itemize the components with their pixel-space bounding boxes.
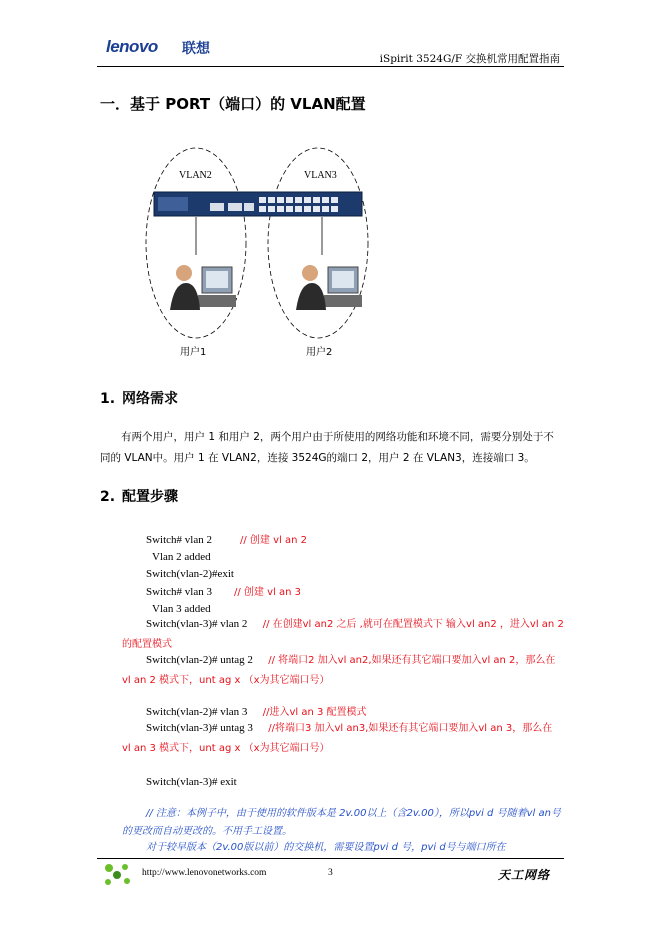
command-block: Switch(vlan-3)# vlan 2 // 在创建vl an2 之后 ,就可在配置模式下 输入vl an2 ，进入vl an 2的配置模式	[122, 618, 564, 650]
user1-label: 用户1	[180, 347, 207, 358]
command-block: Switch(vlan-3)# untag 3 //将端口3 加入vl an3,如果还有其它端口要加入vl an 3，那么在 vl an 3 模式下，unt ag x （x为其它端口号）	[122, 722, 553, 754]
requirements-paragraph: 有两个用户，用户 1 和用户 2，两个用户由于所使用的网络功能和环境不同，需要分别处于不同的 VLAN中。用户 1 在 VLAN2，连接 3524G的端口 2，用户 2 在 VLAN3，连接端口 3。	[100, 431, 554, 464]
footer-rule	[97, 858, 564, 859]
section-title: 一．基于 PORT（端口）的 VLAN配置	[100, 95, 366, 113]
command-block: Switch(vlan-2)# untag 2 // 将端口2 加入vl an2,如果还有其它端口要加入vl an 2，那么在 vl an 2 模式下，unt ag x （x为其它端口号）	[122, 654, 556, 686]
switch-icon	[154, 192, 362, 216]
command-line: Switch# vlan 2 // 创建 vl an 2	[146, 534, 307, 546]
user2-label: 用户2	[306, 347, 333, 358]
vlan-diagram	[140, 145, 380, 367]
user-computer-icon-left	[170, 265, 236, 310]
user-computer-icon-right	[296, 265, 362, 310]
header-rule	[97, 66, 564, 67]
requirements-heading: 1. 网络需求	[100, 391, 178, 407]
command-line: Switch(vlan-3)# exit	[146, 776, 237, 788]
network-logo-icon	[103, 862, 133, 886]
note-paragraph: // 注意：本例子中，由于使用的软件版本是 2v.00以上（含2v.00），所以pvi d 号随着vl an号的更改而自动更改的。不用手工设置。	[122, 808, 561, 837]
page-number: 3	[328, 868, 333, 878]
steps-heading: 2. 配置步骤	[100, 489, 178, 505]
vlan3-label: VLAN3	[304, 170, 337, 181]
command-block: Switch(vlan-2)# vlan 3 //进入vl an 3 配置模式	[146, 706, 367, 718]
vlan2-label: VLAN2	[179, 170, 212, 181]
lenovo-logo-cn: 联想	[182, 41, 210, 57]
lenovo-logo: lenovo	[106, 37, 158, 56]
header-title: iSpirit 3524G/F 交换机常用配置指南	[379, 53, 560, 65]
command-line: Vlan 2 added	[152, 551, 211, 563]
footer-url[interactable]: http://www.lenovonetworks.com	[142, 868, 267, 878]
command-line: Switch# vlan 3 // 创建 vl an 3	[146, 586, 301, 598]
command-line: Switch(vlan-2)#exit	[146, 568, 234, 580]
command-line: Vlan 3 added	[152, 603, 211, 615]
footer-brand: 天工网络	[498, 868, 551, 882]
note-paragraph-continued: 对于较早版本（2v.00版以前）的交换机，需要设置pvi d 号，pvi d号与端口所在	[146, 842, 506, 853]
